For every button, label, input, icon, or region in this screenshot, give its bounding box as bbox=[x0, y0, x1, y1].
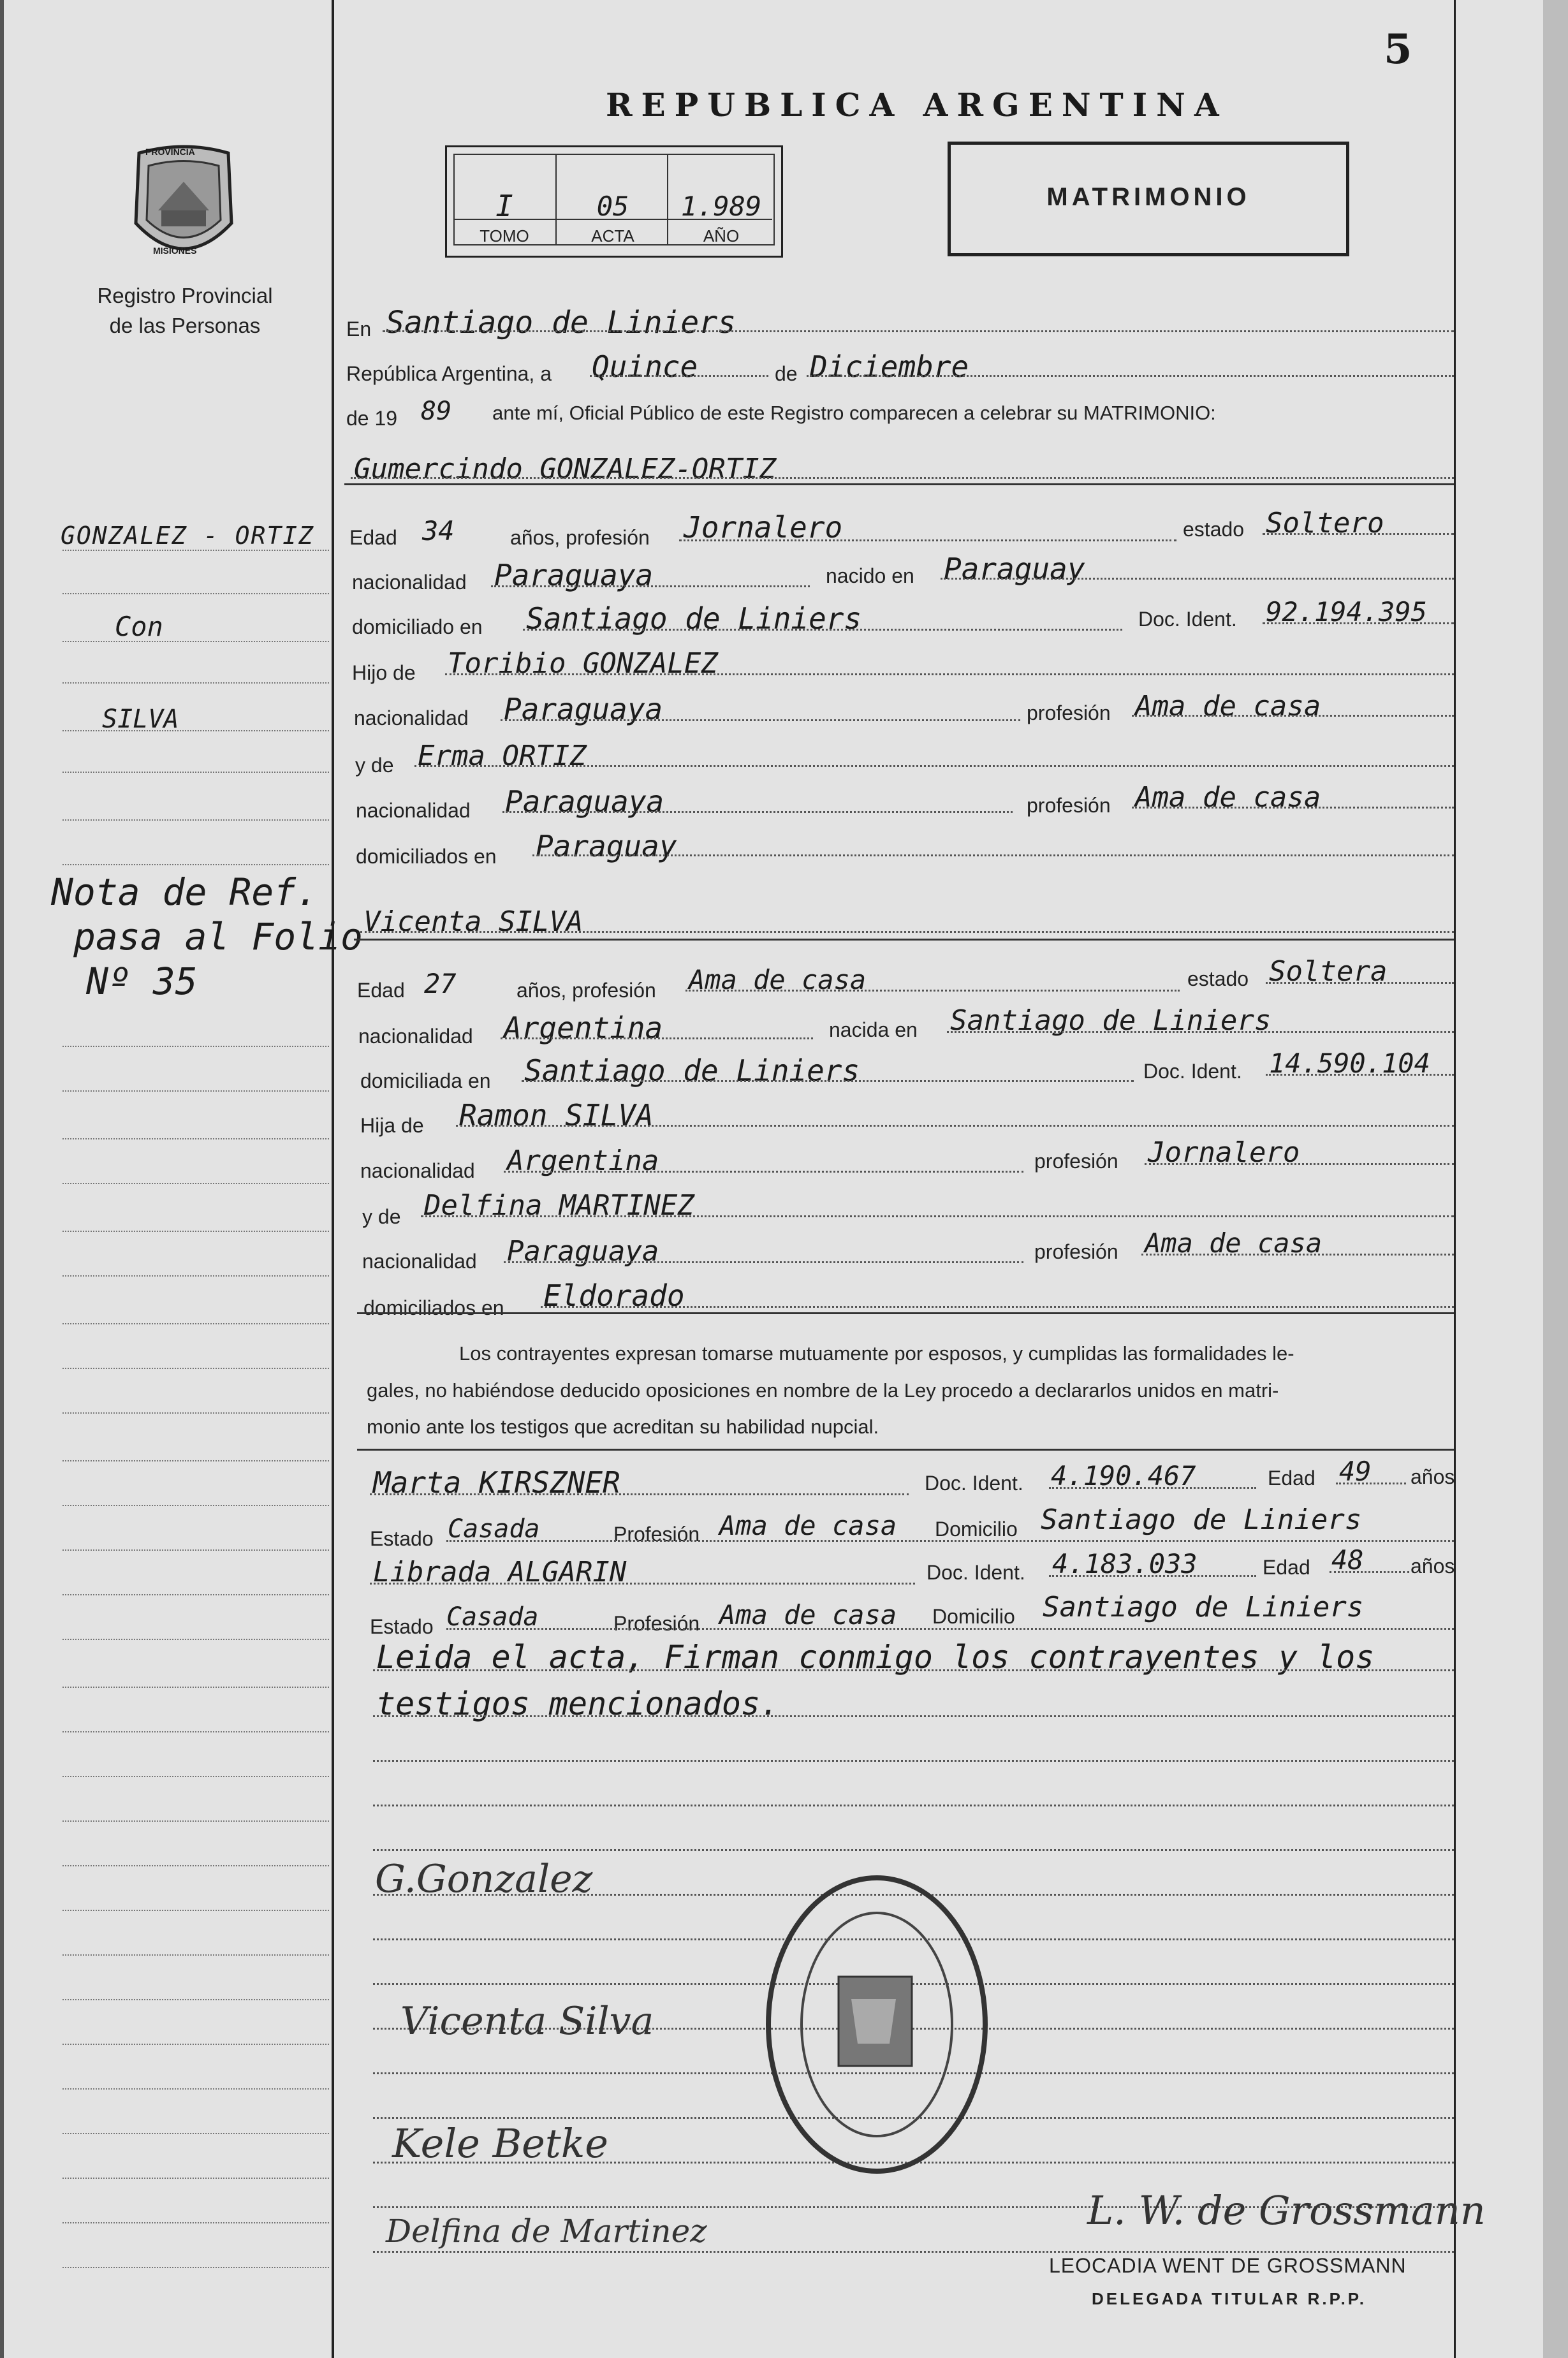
witness-1-anos-label: años bbox=[1410, 1465, 1455, 1488]
witness-2-domicile: Santiago de Liniers bbox=[1043, 1591, 1364, 1623]
act-type-box bbox=[948, 142, 1349, 256]
margin-silva: SILVA bbox=[102, 705, 179, 734]
witness-1-doc: 4.190.467 bbox=[1051, 1460, 1196, 1491]
registry-office: Registro Provincial bbox=[97, 284, 273, 307]
bride-doc: 14.590.104 bbox=[1269, 1048, 1430, 1079]
witness-1-edad-label: Edad bbox=[1268, 1467, 1315, 1490]
page-left-edge bbox=[0, 0, 4, 2358]
bride-name: Vicenta SILVA bbox=[363, 905, 583, 938]
page-number: 5 bbox=[1384, 26, 1412, 73]
signature-groom: G.Gonzalez bbox=[375, 1857, 593, 1901]
margin-names: GONZALEZ - ORTIZ bbox=[61, 522, 315, 550]
witness-2-profession: Ama de casa bbox=[719, 1599, 897, 1630]
witness-2-age: 48 bbox=[1331, 1544, 1364, 1576]
signature-official: L. W. de Grossmann bbox=[1087, 2187, 1486, 2234]
bride-mother-profession: Ama de casa bbox=[1145, 1227, 1323, 1259]
margin-note-2: pasa al Folio bbox=[73, 915, 363, 958]
signature-witness-2: Delfina de Martinez bbox=[386, 2213, 707, 2250]
bride-parents-domicile: Eldorado bbox=[543, 1278, 685, 1313]
bride-father: Ramon SILVA bbox=[459, 1098, 654, 1132]
registry-office-2: de las Personas bbox=[109, 314, 261, 337]
groom-birthplace: Paraguay bbox=[944, 552, 1085, 586]
bride-father-nac-label: nacionalidad bbox=[360, 1159, 475, 1182]
groom-doc-label: Doc. Ident. bbox=[1138, 608, 1237, 631]
act-month: Diciembre bbox=[810, 349, 969, 384]
groom-father-profession: Ama de casa bbox=[1135, 690, 1321, 722]
groom-anos-label: años, profesión bbox=[510, 526, 650, 549]
acta-value: 05 bbox=[596, 191, 629, 222]
groom-parents-domic-label: domiciliados en bbox=[356, 845, 497, 868]
acta-label: ACTA bbox=[591, 226, 634, 245]
witness-2-doc-label: Doc. Ident. bbox=[927, 1561, 1025, 1584]
bride-nac-label: nacionalidad bbox=[358, 1025, 473, 1048]
witness-1-prof-label: Profesión bbox=[613, 1523, 700, 1546]
bride-anos-label: años, profesión bbox=[517, 979, 656, 1002]
groom-mother: Erma ORTIZ bbox=[418, 740, 587, 772]
witness-1-name: Marta KIRSZNER bbox=[373, 1465, 620, 1500]
bride-father-profession: Jornalero bbox=[1148, 1136, 1300, 1169]
groom-mother-nationality: Paraguaya bbox=[505, 784, 664, 819]
margin-divider bbox=[332, 0, 334, 2358]
groom-name: Gumercindo GONZALEZ-ORTIZ bbox=[354, 453, 777, 485]
anio-value: 1.989 bbox=[680, 191, 762, 222]
groom-domic-label: domiciliado en bbox=[352, 615, 483, 638]
witness-2-estado-label: Estado bbox=[370, 1615, 434, 1638]
bride-estado-label: estado bbox=[1187, 967, 1249, 990]
statement-line-1: Los contrayentes expresan tomarse mutuamente por esposos, y cumplidas las formalidades le- bbox=[459, 1342, 1294, 1365]
signature-witness-1: Kele Betke bbox=[392, 2120, 609, 2167]
groom-domicile: Santiago de Liniers bbox=[526, 601, 862, 636]
bride-mother-nac-label: nacionalidad bbox=[362, 1250, 477, 1273]
label-de-19: de 19 bbox=[346, 407, 398, 430]
groom-estado-label: estado bbox=[1183, 518, 1245, 541]
statement-line-2: gales, no habiéndose deducido oposiciones en nombre de la Ley procedo a declararlos unidos en matri- bbox=[367, 1379, 1279, 1402]
registry-box bbox=[445, 145, 783, 258]
groom-profession: Jornalero bbox=[684, 510, 843, 545]
witness-2-status: Casada bbox=[446, 1602, 539, 1632]
act-day: Quince bbox=[592, 349, 698, 384]
groom-status: Soltero bbox=[1266, 507, 1384, 539]
bride-age: 27 bbox=[424, 968, 457, 999]
groom-nac-label: nacionalidad bbox=[352, 571, 467, 594]
act-type: MATRIMONIO bbox=[1046, 183, 1250, 211]
groom-mother-profession: Ama de casa bbox=[1135, 781, 1321, 814]
bride-mother: Delfina MARTINEZ bbox=[424, 1189, 694, 1222]
tomo-value: I bbox=[495, 189, 513, 223]
bride-father-prof-label: profesión bbox=[1034, 1150, 1118, 1173]
groom-mother-nac-label: nacionalidad bbox=[356, 799, 471, 822]
witness-1-estado-label: Estado bbox=[370, 1527, 434, 1550]
groom-edad-label: Edad bbox=[349, 526, 397, 549]
act-place: Santiago de Liniers bbox=[386, 305, 736, 341]
margin-note-1: Nota de Ref. bbox=[51, 870, 319, 914]
witness-2-domic-label: Domicilio bbox=[932, 1605, 1015, 1628]
tomo-label: TOMO bbox=[480, 226, 529, 245]
groom-father-prof-label: profesión bbox=[1027, 701, 1111, 724]
bride-birthplace: Santiago de Liniers bbox=[950, 1004, 1271, 1037]
groom-father-nationality: Paraguaya bbox=[504, 692, 663, 726]
country-title: REPUBLICA ARGENTINA bbox=[606, 86, 1228, 124]
groom-mother-prof-label: profesión bbox=[1027, 794, 1111, 817]
bride-mother-nationality: Paraguaya bbox=[507, 1235, 659, 1268]
label-en: En bbox=[346, 318, 372, 341]
bride-domic-label: domiciliada en bbox=[360, 1069, 491, 1092]
groom-yde-label: y de bbox=[355, 754, 394, 777]
bride-mother-prof-label: profesión bbox=[1034, 1240, 1118, 1263]
bride-profession: Ama de casa bbox=[689, 964, 867, 995]
witness-2-edad-label: Edad bbox=[1263, 1556, 1310, 1579]
anio-label: AÑO bbox=[703, 226, 740, 245]
witness-2-anos-label: años bbox=[1410, 1555, 1455, 1578]
closing-line-2: testigos mencionados. bbox=[376, 1685, 780, 1722]
label-ante: ante mí, Oficial Público de este Registro comparecen a celebrar su MATRIMONIO: bbox=[492, 402, 1216, 424]
official-name: LEOCADIA WENT DE GROSSMANN bbox=[1049, 2254, 1407, 2277]
witness-2-prof-label: Profesión bbox=[613, 1612, 700, 1635]
witness-2-doc: 4.183.033 bbox=[1052, 1548, 1198, 1579]
closing-line-1: Leida el acta, Firman conmigo los contrayentes y los bbox=[376, 1639, 1375, 1676]
groom-father: Toribio GONZALEZ bbox=[448, 647, 718, 680]
signature-bride: Vicenta Silva bbox=[400, 1999, 654, 2044]
seal-top-text: PROVINCIA bbox=[145, 147, 195, 157]
witness-1-profession: Ama de casa bbox=[719, 1510, 897, 1541]
official-title: DELEGADA TITULAR R.P.P. bbox=[1092, 2289, 1367, 2308]
groom-father-nac-label: nacionalidad bbox=[354, 707, 469, 729]
bride-status: Soltera bbox=[1269, 955, 1388, 988]
bride-yde-label: y de bbox=[362, 1205, 401, 1228]
bride-domicile: Santiago de Liniers bbox=[524, 1053, 860, 1088]
groom-parents-domicile: Paraguay bbox=[536, 829, 677, 863]
groom-nationality: Paraguaya bbox=[494, 558, 654, 592]
witness-1-domic-label: Domicilio bbox=[935, 1518, 1018, 1541]
groom-hijo-label: Hijo de bbox=[352, 661, 416, 684]
witness-1-domicile: Santiago de Liniers bbox=[1041, 1504, 1362, 1536]
seal-bottom-text: MISIONES bbox=[153, 245, 197, 256]
margin-note-3: Nº 35 bbox=[86, 960, 198, 1003]
label-de: de bbox=[775, 362, 798, 385]
binding-edge bbox=[1543, 0, 1568, 2358]
witness-1-doc-label: Doc. Ident. bbox=[925, 1472, 1023, 1495]
bride-nacida-label: nacida en bbox=[829, 1018, 918, 1041]
witness-1-age: 49 bbox=[1339, 1456, 1372, 1487]
margin-con: Con bbox=[115, 611, 163, 642]
bride-nationality: Argentina bbox=[504, 1011, 663, 1045]
witness-2-name: Librada ALGARIN bbox=[373, 1556, 627, 1588]
bride-doc-label: Doc. Ident. bbox=[1143, 1060, 1242, 1083]
bride-edad-label: Edad bbox=[357, 979, 405, 1002]
groom-age: 34 bbox=[422, 515, 455, 546]
groom-doc: 92.194.395 bbox=[1266, 596, 1427, 627]
label-republica: República Argentina, a bbox=[346, 362, 552, 385]
witness-1-status: Casada bbox=[448, 1514, 540, 1544]
bride-parents-domic-label: domiciliados en bbox=[363, 1296, 504, 1319]
statement-line-3: monio ante los testigos que acreditan su habilidad nupcial. bbox=[367, 1416, 879, 1438]
act-year: 89 bbox=[421, 397, 452, 426]
bride-father-nationality: Argentina bbox=[507, 1145, 659, 1177]
bride-hija-label: Hija de bbox=[360, 1114, 424, 1137]
groom-nacido-label: nacido en bbox=[826, 564, 914, 587]
official-stamp-icon bbox=[762, 1871, 992, 2178]
right-border bbox=[1454, 0, 1456, 2358]
